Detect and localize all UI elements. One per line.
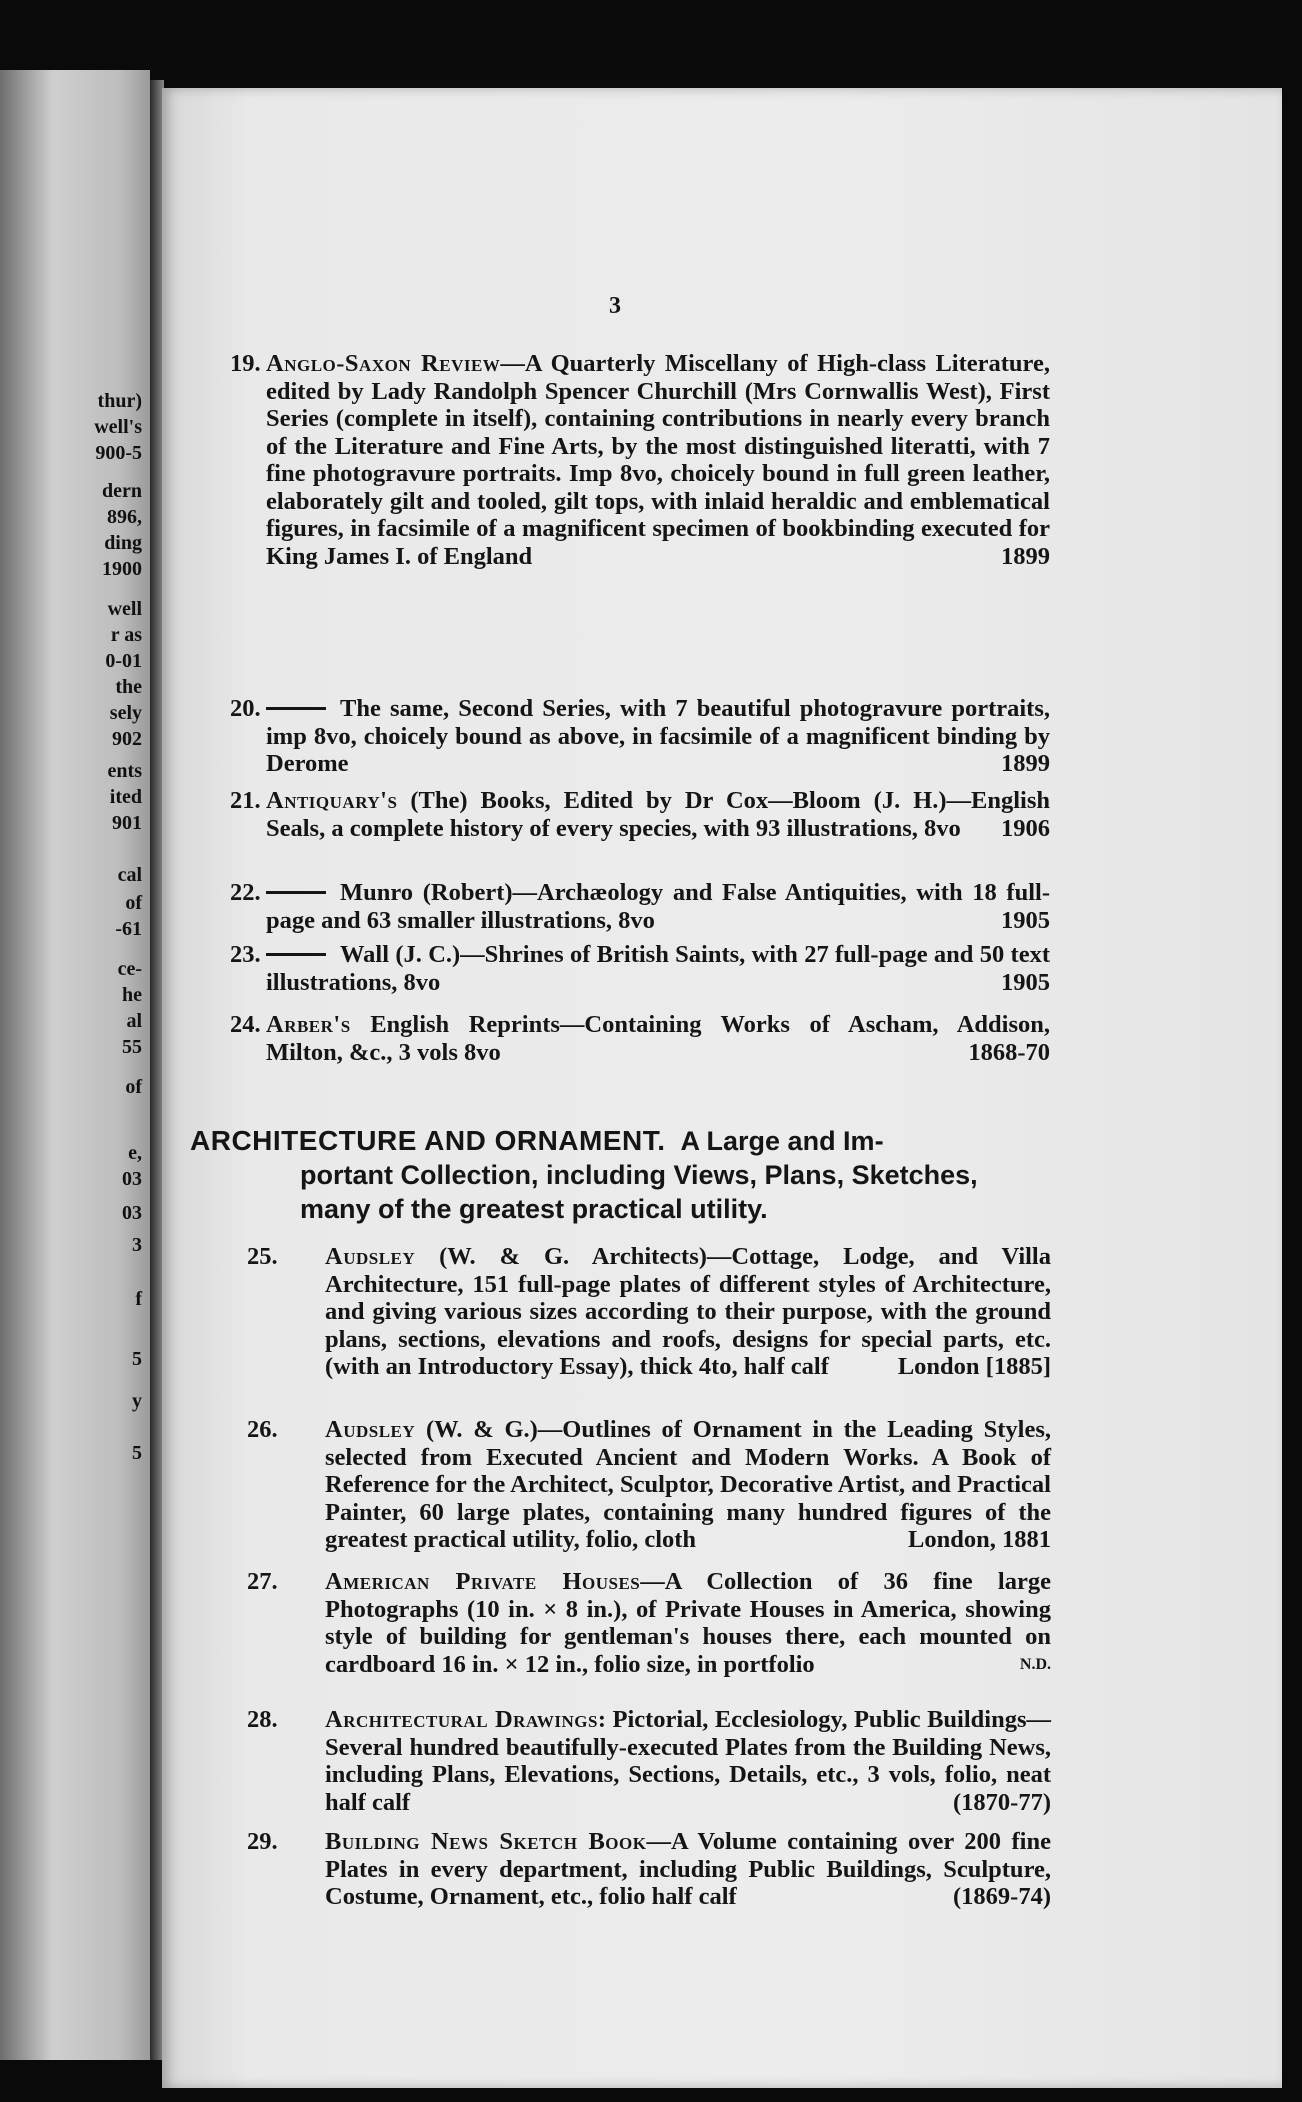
left-fragment: of (125, 892, 142, 914)
entry-date: 1899 (1001, 542, 1050, 570)
entry-text: —A Volume containing over 200 fine Plates in every department, including Public Buildings, Sculpture, Costume, Ornament, etc., folio half calf (325, 1828, 1051, 1910)
left-fragment: well (107, 598, 142, 620)
catalogue-entry-25 (247, 1243, 1051, 1381)
left-fragment: 03 (122, 1202, 142, 1224)
entry-text: English Reprints—Containing Works of Ascham, Addison, Milton, &c., 3 vols 8vo (266, 1011, 1050, 1066)
entry-text: (W. & G.)—Outlines of Ornament in the Leading Styles, selected from Executed Ancient and Modern Works. A Book of Reference for the Architect, Sculptor, Decorative Artist, and Practical Painter, 60 large plates, containing many hundred figures of the greatest practical utility, folio, cloth (325, 1416, 1051, 1553)
entry-text: : Pictorial, Ecclesiology, Public Buildings—Several hundred beautifully-executed Plates from the Building News, including Plans, Elevations, Sections, Details, etc., 3 vols, folio, neat half calf (325, 1706, 1051, 1816)
left-fragment: thur) (97, 390, 142, 412)
left-fragment: 55 (122, 1036, 142, 1058)
entry-date: 1899 (1001, 750, 1050, 777)
entry-date: (1870-77) (953, 1788, 1051, 1816)
catalogue-entry-29 (247, 1828, 1051, 1911)
left-fragment: r as (110, 624, 142, 646)
left-fragment: 1900 (102, 558, 142, 580)
catalogue-entry-24 (230, 1011, 1050, 1066)
left-fragment: 900-5 (95, 442, 142, 464)
entry-lead: Audsley (325, 1243, 416, 1270)
section-subtitle-3: many of the greatest practical utility. (300, 1194, 768, 1224)
entry-number: 27. (247, 1568, 278, 1595)
entry-date: 1905 (1001, 968, 1050, 996)
left-fragment: f (135, 1288, 142, 1310)
left-fragment: -61 (115, 918, 142, 940)
section-subtitle-2: portant Collection, including Views, Plans, Sketches, (300, 1160, 978, 1190)
left-fragment: he (122, 984, 142, 1006)
catalogue-entry-23 (230, 941, 1050, 996)
left-fragment: cal (117, 864, 142, 886)
entry-text: Wall (J. C.)—Shrines of British Saints, with 27 full-page and 50 text illustrations, 8vo (266, 941, 1050, 996)
entry-text: (W. & G. Architects)—Cottage, Lodge, and Villa Architecture, 151 full-page plates of different styles of Architecture, and giving various sizes according to their purpose, with the ground plans, sections, elevations and roofs, designs for special parts, etc. (with an Introductory Essay), thick 4to, half calf (325, 1243, 1051, 1380)
page-content (162, 88, 1282, 2088)
entry-text: Munro (Robert)—Archæology and False Antiquities, with 18 full-page and 63 smaller illustrations, 8vo (266, 879, 1050, 934)
left-fragment: 0-01 (105, 650, 142, 672)
left-fragment: dern (102, 480, 142, 502)
entry-lead: American Private Houses (325, 1568, 641, 1595)
entry-number: 29. (247, 1828, 278, 1855)
ditto-dash (266, 953, 326, 956)
entry-date: London [1885] (897, 1353, 1051, 1380)
entry-number: 19. (230, 350, 261, 377)
catalogue-entry-21 (230, 787, 1050, 842)
left-fragment: 5 (132, 1442, 142, 1464)
entry-text: The same, Second Series, with 7 beautiful photogravure portraits, imp 8vo, choicely bound as above, in facsimile of a magnificent binding by Derome (266, 695, 1050, 777)
entry-lead: Audsley (325, 1416, 416, 1443)
catalogue-entry-19 (230, 350, 1050, 570)
section-title: ARCHITECTURE AND ORNAMENT. (190, 1125, 666, 1156)
entry-number: 25. (247, 1243, 278, 1270)
entry-date: (1869-74) (953, 1883, 1051, 1910)
left-fragment: 901 (112, 812, 142, 834)
left-fragment: ding (104, 532, 142, 554)
left-fragment: the (115, 676, 142, 698)
entry-date: London, 1881 (908, 1526, 1051, 1553)
left-fragment: 896, (107, 506, 142, 528)
page-number: 3 (609, 293, 621, 319)
catalogue-entry-20 (230, 695, 1050, 778)
entry-number: 22. (230, 879, 261, 906)
left-fragment: ents (107, 760, 142, 782)
entry-text: —A Quarterly Miscellany of High-class Literature, edited by Lady Randolph Spencer Churchill (Mrs Cornwallis West), First Series (complete in itself), containing contributions in nearly every branch of the Literature and Fine Arts, by the most distinguished literatti, with 7 fine photogravure portraits. Imp 8vo, choicely bound in full green leather, elaborately gilt and tooled, gilt tops, with inlaid heraldic and emblematical figures, in facsimile of a magnificent specimen of bookbinding executed for King James I. of England (266, 350, 1050, 570)
catalogue-entry-28 (247, 1706, 1051, 1816)
entry-date: 1868-70 (968, 1038, 1050, 1066)
left-fragment: ce- (117, 958, 142, 980)
entry-lead: Antiquary's (266, 787, 398, 814)
entry-number: 21. (230, 787, 261, 814)
section-heading (190, 1124, 1048, 1226)
left-fragment: of (125, 1076, 142, 1098)
left-fragment: y (132, 1390, 142, 1412)
entry-number: 24. (230, 1011, 261, 1038)
entry-lead: Building News Sketch Book (325, 1828, 647, 1855)
scanned-page (162, 88, 1282, 2088)
left-fragment: well's (94, 416, 142, 438)
entry-number: 20. (230, 695, 261, 722)
entry-text: —A Collection of 36 fine large Photographs (10 in. × 8 in.), of Private Houses in America, showing style of building for gentleman's houses there, each mounted on cardboard 16 in. × 12 in., folio size, in portfolio (325, 1568, 1051, 1678)
entry-text: (The) Books, Edited by Dr Cox—Bloom (J. H.)—English Seals, a complete history of every species, with 93 illustrations, 8vo (266, 787, 1050, 842)
entry-lead: Arber's (266, 1011, 351, 1038)
catalogue-entry-26 (247, 1416, 1051, 1554)
ditto-dash (266, 707, 326, 710)
entry-number: 28. (247, 1706, 278, 1733)
section-subtitle-1: A Large and Im- (680, 1126, 884, 1156)
catalogue-entry-27 (247, 1568, 1051, 1678)
ditto-dash (266, 891, 326, 894)
left-fragment: 5 (132, 1348, 142, 1370)
left-page-fragment (0, 70, 150, 2060)
left-fragment: 03 (122, 1168, 142, 1190)
entry-number: 23. (230, 941, 261, 968)
entry-date: N.D. (1019, 1655, 1051, 1673)
left-fragment: 902 (112, 728, 142, 750)
catalogue-entry-22 (230, 879, 1050, 934)
entry-date: 1905 (1001, 906, 1050, 934)
entry-lead: Architectural Drawings (325, 1706, 598, 1733)
left-fragment: al (126, 1010, 142, 1032)
entry-lead: Anglo-Saxon Review (266, 350, 501, 377)
left-fragment: e, (128, 1142, 142, 1164)
left-fragment: ited (109, 786, 142, 808)
entry-number: 26. (247, 1416, 278, 1443)
left-fragment: 3 (132, 1234, 142, 1256)
entry-date: 1906 (1001, 814, 1050, 842)
left-fragment: sely (109, 702, 142, 724)
